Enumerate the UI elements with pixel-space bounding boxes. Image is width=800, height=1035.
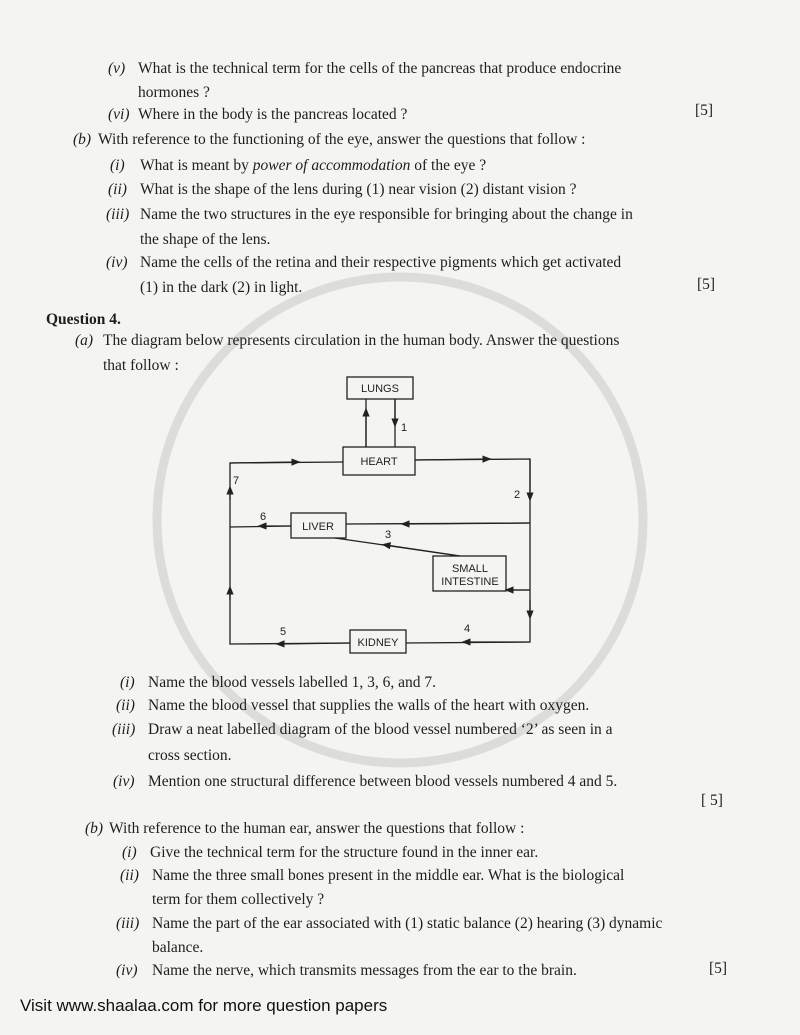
item-text: What is the technical term for the cells of the pancreas that produce endocrine xyxy=(138,60,622,77)
item-label: (ii) xyxy=(120,867,139,884)
part-text: The diagram below represents circulation in the human body. Answer the questions xyxy=(103,332,620,349)
item-label: (ii) xyxy=(108,181,127,198)
heart-label: HEART xyxy=(360,456,398,468)
item-text: Where in the body is the pancreas located ? xyxy=(138,106,408,123)
part-label: (b) xyxy=(73,131,92,148)
vessel-number-5: 5 xyxy=(280,626,287,638)
item-label: (iv) xyxy=(116,962,138,979)
item-label: (ii) xyxy=(116,697,135,714)
item-label: (iv) xyxy=(106,254,128,271)
marks: [5] xyxy=(695,102,714,119)
item-text: What is the shape of the lens during (1) near vision (2) distant vision ? xyxy=(140,181,577,198)
vessel-number-1: 1 xyxy=(401,422,408,434)
q4a-item-i xyxy=(120,674,436,691)
item-text: Name the blood vessel that supplies the walls of the heart with oxygen. xyxy=(148,697,590,714)
item-label: (i) xyxy=(110,157,125,174)
q4b-item-i xyxy=(122,844,538,861)
q4b-stem xyxy=(85,820,524,837)
item-text-cont: the shape of the lens. xyxy=(140,231,271,248)
item-text: What is meant by xyxy=(140,157,253,174)
item-label: (iii) xyxy=(112,721,136,738)
vessel-number-4: 4 xyxy=(464,623,471,635)
part-text: With reference to the human ear, answer the questions that follow : xyxy=(109,820,525,837)
item-text-cont: cross section. xyxy=(148,747,232,764)
question-heading: Question 4. xyxy=(46,311,121,328)
item-text: Name the nerve, which transmits messages from the ear to the brain. xyxy=(152,962,577,979)
item-text-cont: balance. xyxy=(152,939,204,956)
q4a-item-iii xyxy=(112,721,613,738)
item-text-cont: (1) in the dark (2) in light. xyxy=(140,279,303,296)
part-text-cont: that follow : xyxy=(103,357,179,374)
item-text: Name the part of the ear associated with (1) static balance (2) hearing (3) dynamic xyxy=(152,915,663,932)
item-label: (i) xyxy=(122,844,137,861)
q4b-item-ii xyxy=(120,867,624,884)
item-text-cont: hormones ? xyxy=(138,84,210,101)
item-text: Name the two structures in the eye responsible for bringing about the change in xyxy=(140,206,633,223)
item-text: Name the cells of the retina and their respective pigments which get activated xyxy=(140,254,622,271)
part-label: (a) xyxy=(75,332,94,349)
lungs-label: LUNGS xyxy=(361,383,399,395)
liver-label: LIVER xyxy=(302,521,334,533)
item-label: (v) xyxy=(108,60,126,77)
small-intestine-label-2: INTESTINE xyxy=(441,576,499,588)
item-label: (i) xyxy=(120,674,135,691)
item-text: Name the three small bones present in the middle ear. What is the biological xyxy=(152,867,625,884)
item-label: (iv) xyxy=(113,773,135,790)
vessel-number-2: 2 xyxy=(514,489,521,501)
item-emphasis: power of accommodation xyxy=(252,157,411,174)
marks: [5] xyxy=(697,276,716,293)
q4a-item-iv xyxy=(113,773,617,790)
item-text-cont: term for them collectively ? xyxy=(152,891,325,908)
vessel-number-6: 6 xyxy=(260,511,267,523)
part-text: With reference to the functioning of the eye, answer the questions that follow : xyxy=(98,131,586,148)
marks: [ 5] xyxy=(701,792,723,809)
footer-link-text[interactable]: Visit www.shaalaa.com for more question papers xyxy=(20,996,388,1015)
marks: [5] xyxy=(709,960,728,977)
part-label: (b) xyxy=(85,820,104,837)
item-text: Give the technical term for the structure found in the inner ear. xyxy=(150,844,539,861)
small-intestine-label-1: SMALL xyxy=(451,563,489,575)
vessel-number-3: 3 xyxy=(385,529,392,541)
q4b-item-iv xyxy=(116,962,577,979)
item-label: (iii) xyxy=(106,206,130,223)
q4b-item-iii xyxy=(116,915,662,932)
item-text: Draw a neat labelled diagram of the blood vessel numbered ‘2’ as seen in a xyxy=(148,721,613,738)
q4a-item-ii xyxy=(116,697,589,714)
item-label: (iii) xyxy=(116,915,140,932)
kidney-label: KIDNEY xyxy=(357,637,399,649)
item-text: of the eye ? xyxy=(410,157,487,174)
item-label: (vi) xyxy=(108,106,130,123)
vessel-number-7: 7 xyxy=(233,475,240,487)
item-text: Name the blood vessels labelled 1, 3, 6, and 7. xyxy=(148,674,436,691)
item-text: Mention one structural difference between blood vessels numbered 4 and 5. xyxy=(148,773,618,790)
